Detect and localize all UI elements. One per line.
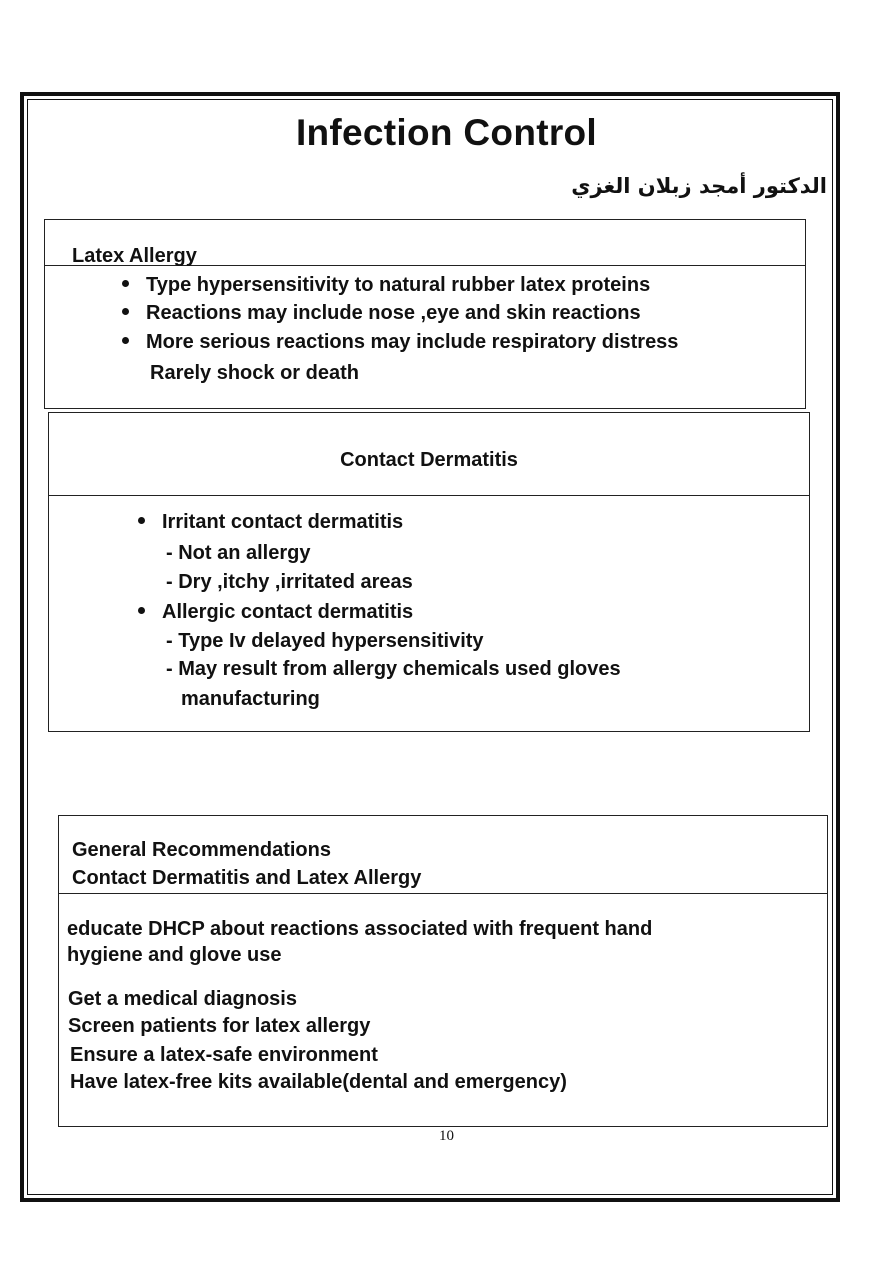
bullet-icon [122,337,129,344]
recommendation-item: Get a medical diagnosis [68,988,297,1010]
sub-list-item: - Dry ,itchy ,irritated areas [166,571,413,593]
list-item: Reactions may include nose ,eye and skin reactions [122,302,641,325]
sub-list-item: - Type Iv delayed hypersensitivity [166,630,484,652]
document-title: Infection Control [295,112,598,153]
latex-allergy-heading: Latex Allergy [72,245,197,267]
sub-list-item: - Not an allergy [166,542,311,564]
page-number: 10 [439,1128,454,1144]
recommendation-item: Ensure a latex-safe environment [70,1044,378,1066]
bullet-icon [138,607,145,614]
author-name: الدكتور أمجد زبلان الغزي [571,174,827,198]
contact-dermatitis-divider [48,495,810,496]
recommendations-intro-line1: educate DHCP about reactions associated with frequent hand [67,918,653,940]
bullet-icon [122,280,129,287]
bullet-icon [138,517,145,524]
recommendation-item: Have latex-free kits available(dental and emergency) [70,1071,567,1093]
sub-list-item: - May result from allergy chemicals used gloves [166,658,621,680]
list-item-continuation: Rarely shock or death [150,362,359,384]
recommendation-item: Screen patients for latex allergy [68,1015,371,1037]
recommendations-heading-line1: General Recommendations [72,839,331,861]
list-item: Irritant contact dermatitis [138,511,403,534]
list-item: More serious reactions may include respiratory distress [122,331,678,354]
contact-dermatitis-heading: Contact Dermatitis [340,449,518,471]
sub-list-item-continuation: manufacturing [181,688,320,710]
list-item: Allergic contact dermatitis [138,601,413,624]
recommendations-divider [58,893,828,894]
recommendations-intro-line2: hygiene and glove use [67,944,282,966]
list-item: Type hypersensitivity to natural rubber latex proteins [122,274,650,297]
recommendations-heading-line2: Contact Dermatitis and Latex Allergy [72,867,422,889]
bullet-icon [122,308,129,315]
